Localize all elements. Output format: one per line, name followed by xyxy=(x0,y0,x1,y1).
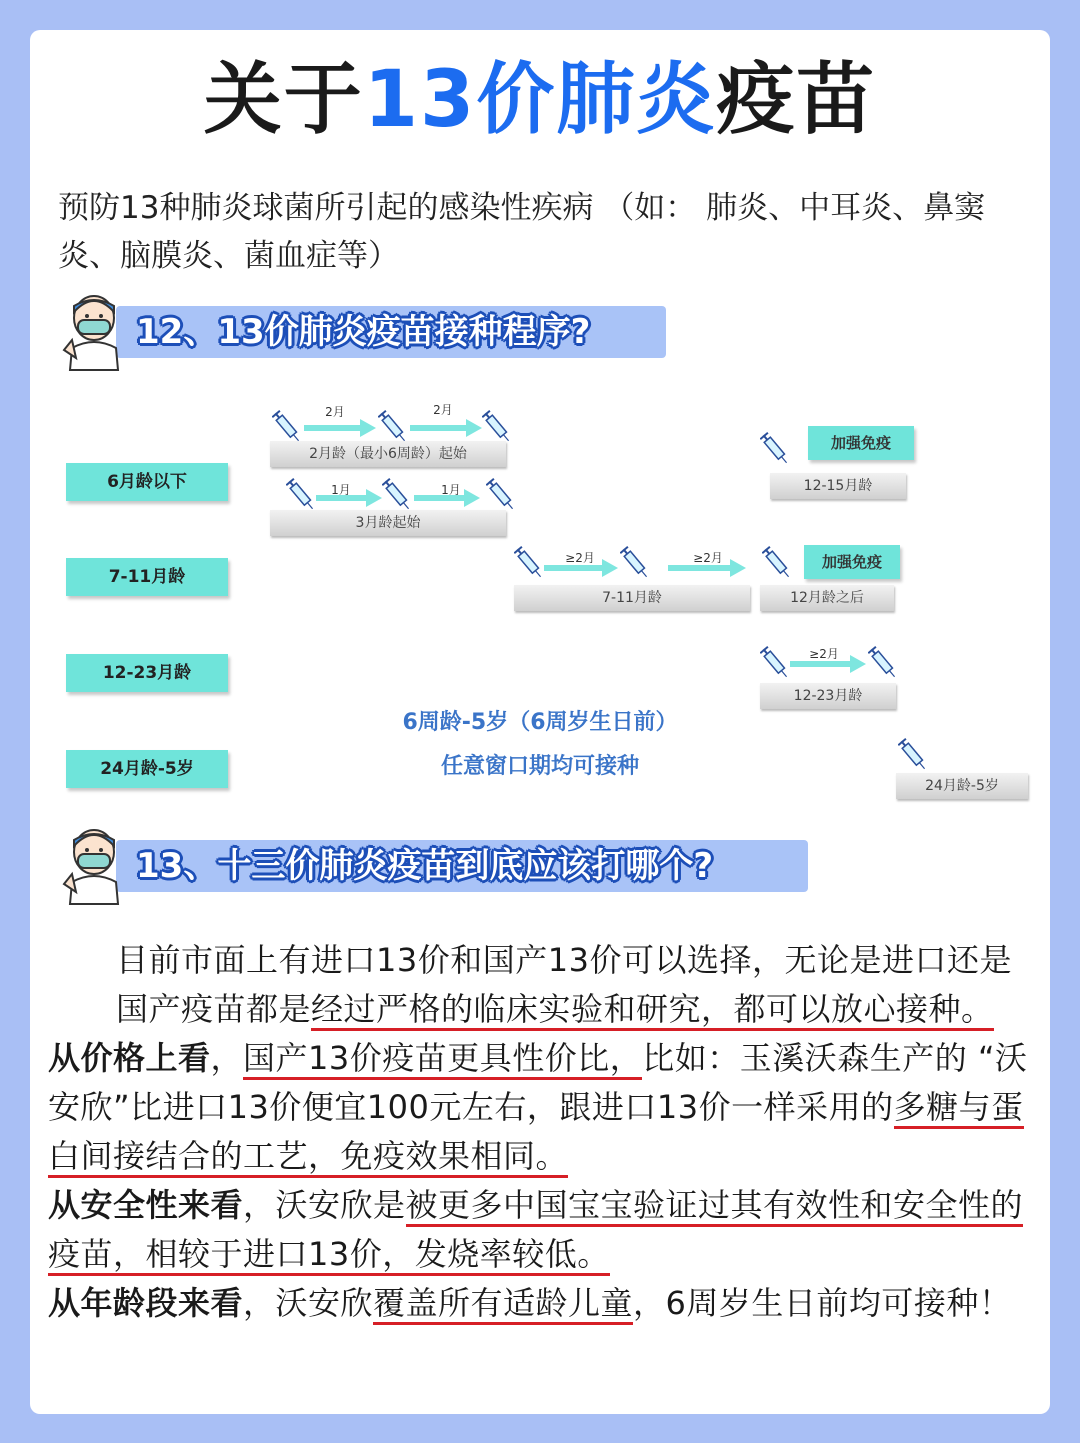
arrow-right-icon xyxy=(304,419,376,437)
p2-underline1: 国产13价疫苗更具性价比， xyxy=(243,1039,642,1080)
syringe-icon xyxy=(272,409,302,445)
syringe-icon xyxy=(760,645,790,681)
title-prefix: 关于 xyxy=(203,55,364,145)
p4-underline: 覆盖所有适龄儿童 xyxy=(373,1284,633,1325)
syringe-icon xyxy=(514,545,544,581)
syringe-icon xyxy=(378,409,408,445)
arrow-right-icon xyxy=(410,419,482,437)
p3-plain: ，沃安欣是 xyxy=(243,1186,406,1224)
window-note-line2: 任意窗口期均可接种 xyxy=(440,754,639,779)
age-group: 24月龄-5岁 xyxy=(66,750,228,788)
syringe-icon xyxy=(286,477,316,513)
p2-plain: 比如：玉溪沃森生产的 “沃安欣”比进口13价便宜100元左右，跟进口13价一样采用的 xyxy=(48,1039,1028,1126)
p4-bold: 从年龄段来看 xyxy=(48,1284,244,1322)
schedule-bar: 7-11月龄 xyxy=(514,585,750,611)
p2-bold: 从价格上看 xyxy=(48,1039,211,1077)
p3-bold: 从安全性来看 xyxy=(48,1186,244,1224)
doctor-icon xyxy=(62,292,126,372)
age-group: 7-11月龄 xyxy=(66,558,228,596)
syringe-icon xyxy=(898,737,928,773)
syringe-icon xyxy=(868,645,898,681)
schedule-bar: 12-15月龄 xyxy=(770,473,906,499)
age-group: 12-23月龄 xyxy=(66,654,228,692)
paragraph-1 xyxy=(48,936,1038,1034)
body-text xyxy=(48,936,1038,1328)
paragraph-3 xyxy=(48,1181,1038,1279)
syringe-icon xyxy=(760,431,790,467)
paragraph-4 xyxy=(48,1279,1038,1328)
booster-badge: 加强免疫 xyxy=(804,545,900,579)
section2-header xyxy=(62,826,808,906)
syringe-icon xyxy=(762,545,792,581)
schedule-bar: 3月龄起始 xyxy=(270,510,506,536)
doctor-icon xyxy=(62,826,126,906)
booster-badge: 加强免疫 xyxy=(808,426,914,460)
interval-label: ≥2月 xyxy=(693,551,723,565)
schedule-bar: 12月龄之后 xyxy=(760,585,894,611)
schedule-bar: 12-23月龄 xyxy=(760,683,896,709)
schedule-bar: 24月龄-5岁 xyxy=(896,773,1028,799)
schedule-bar: 2月龄（最小6周龄）起始 xyxy=(270,441,506,467)
age-group: 6月龄以下 xyxy=(66,463,228,501)
p3-underline: 被更多中国宝宝验证过其有效性和安全性的疫苗，相较于进口13价，发烧率较低。 xyxy=(48,1186,1023,1276)
syringe-icon xyxy=(382,477,412,513)
interval-label: ≥2月 xyxy=(809,647,839,661)
schedule-diagram xyxy=(0,395,1080,815)
title-highlight: 13价肺炎 xyxy=(363,55,717,145)
syringe-icon xyxy=(620,545,650,581)
paragraph-2 xyxy=(48,1034,1038,1181)
section1-header xyxy=(62,292,668,372)
syringe-icon xyxy=(486,477,516,513)
syringe-icon xyxy=(482,409,512,445)
interval-label: ≥2月 xyxy=(565,551,595,565)
interval-label: 1月 xyxy=(441,483,461,497)
title-suffix: 疫苗 xyxy=(716,55,877,145)
p4-plain1: ，沃安欣 xyxy=(243,1284,374,1322)
p1-plain: 目前市面上有进口13价和国产13价可以选择，无论是进口还是国产疫苗都是 xyxy=(116,941,1012,1028)
intro-text: 预防13种肺炎球菌所引起的感染性疾病 （如： 肺炎、中耳炎、鼻窦炎、脑膜炎、菌血症等） xyxy=(58,190,986,274)
window-note-line1: 6周龄-5岁（6周岁生日前） xyxy=(402,710,678,735)
p2-underline2: 多糖与蛋白间接结合的工艺，免疫效果相同。 xyxy=(48,1088,1024,1178)
interval-label: 2月 xyxy=(433,403,453,417)
p1-underline: 经过严格的临床实验和研究，都可以放心接种。 xyxy=(311,990,994,1031)
interval-label: 1月 xyxy=(331,483,351,497)
interval-label: 2月 xyxy=(325,405,345,419)
page-title xyxy=(0,52,1080,148)
p2-comma: ， xyxy=(210,1039,244,1077)
section2-heading: 13、十三价肺炎疫苗到底应该打哪个? xyxy=(136,846,714,886)
p4-plain2: ，6周岁生日前均可接种！ xyxy=(633,1284,1012,1322)
section1-heading: 12、13价肺炎疫苗接种程序? xyxy=(136,312,591,352)
